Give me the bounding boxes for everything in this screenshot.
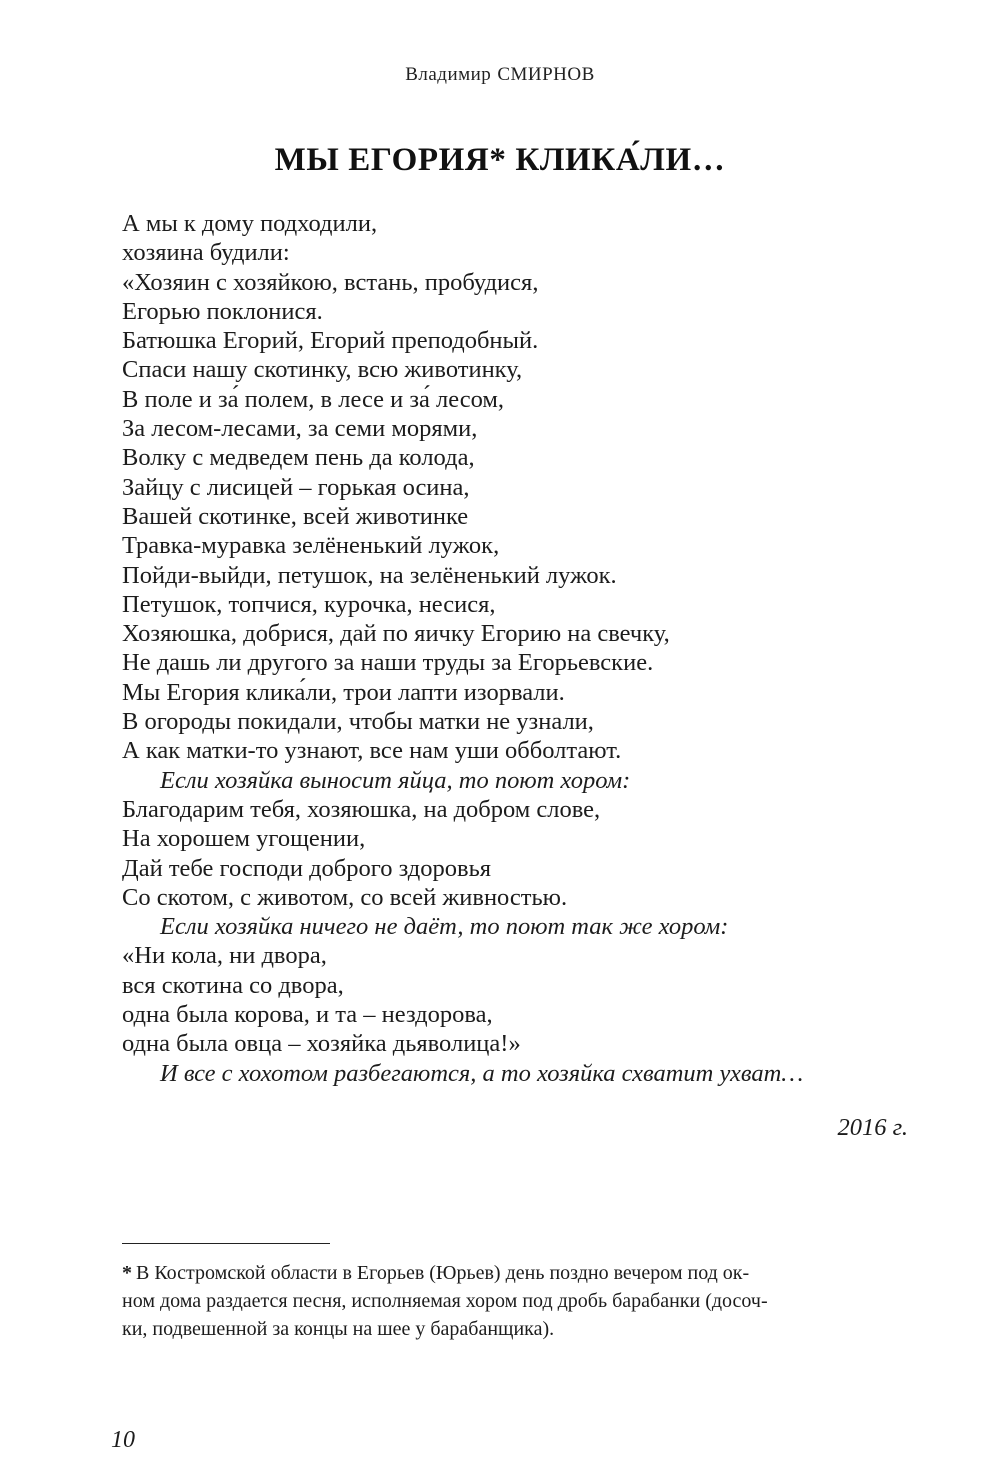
- poem-line: Со скотом, с животом, со всей живностью.: [122, 883, 568, 911]
- running-header: [0, 64, 1000, 86]
- footnote-line: [122, 1287, 922, 1315]
- poem-line: «Ни кола, ни двора,: [122, 942, 327, 970]
- poem-line: одна была корова, и та – нездорова,: [122, 1001, 493, 1029]
- footnote-line: [122, 1315, 922, 1343]
- poem-line: Мы Егория клика́ли, трои лапти изорвали.: [122, 678, 565, 706]
- poem-line: хозяина будили:: [122, 239, 290, 267]
- poem-body: [122, 209, 922, 1088]
- poem-stage-direction: Если хозяйка ничего не даёт, то поют так же хором:: [160, 913, 729, 941]
- poem-line: Батюшка Егорий, Егорий преподобный.: [122, 327, 539, 355]
- poem-line: А мы к дому подходили,: [122, 210, 378, 237]
- footnote-mark: *: [122, 1262, 132, 1284]
- author-first-name: Владимир: [405, 64, 492, 85]
- poem-line: На хорошем угощении,: [122, 825, 366, 853]
- poem-line: В поле и за́ полем, в лесе и за́ лесом,: [122, 385, 505, 413]
- poem-line: Егорью поклонися.: [122, 297, 323, 325]
- poem-line: вся скотина со двора,: [122, 971, 344, 999]
- poem-line: Пойди-выйди, петушок, на зелёненький лужок.: [122, 561, 617, 589]
- poem-line: одна была овца – хозяйка дьяволица!»: [122, 1030, 521, 1058]
- poem-line: Не дашь ли другого за наши труды за Егорьевские.: [122, 649, 654, 677]
- poem-line: Волку с медведем пень да колода,: [122, 444, 475, 472]
- poem-line: Травка-муравка зелёненький лужок,: [122, 532, 500, 560]
- poem-line: Хозяюшка, добрися, дай по яичку Егорию на свечку,: [122, 620, 670, 648]
- poem-line: Зайцу с лисицей – горькая осина,: [122, 473, 470, 501]
- poem-stage-direction: И все с хохотом разбегаются, а то хозяйка схватит ухват…: [160, 1059, 804, 1087]
- footnote-divider: [122, 1243, 330, 1244]
- poem-title: МЫ ЕГОРИЯ* КЛИКА́ЛИ…: [274, 142, 726, 178]
- poem-line: Вашей скотинке, всей животинке: [122, 502, 469, 530]
- poem-line: Благодарим тебя, хозяюшка, на добром слове,: [122, 795, 601, 823]
- poem-line: Петушок, топчися, курочка, несися,: [122, 590, 496, 618]
- poem-line: Дай тебе господи доброго здоровья: [122, 854, 492, 882]
- poem-stage-direction: Если хозяйка выносит яйца, то поют хором:: [160, 766, 631, 794]
- poem-date: 2016 г.: [837, 1114, 908, 1141]
- page-number: 10: [111, 1427, 135, 1453]
- footnote-text: ки, подвешенной за концы на шее у барабанщика).: [122, 1318, 555, 1340]
- footnote-text: В Костромской области в Егорьев (Юрьев) день поздно вечером под ок-: [136, 1262, 750, 1284]
- footnote: [122, 1259, 922, 1343]
- poem-line: Спаси нашу скотинку, всю животинку,: [122, 356, 523, 384]
- footnote-line: [122, 1259, 922, 1287]
- poem-line: За лесом-лесами, за семи морями,: [122, 415, 478, 443]
- footnote-text: ном дома раздается песня, исполняемая хором под дробь барабанки (досоч-: [122, 1290, 768, 1312]
- author-last-name: СМИРНОВ: [497, 64, 595, 85]
- poem-line: А как матки-то узнают, все нам уши обболтают.: [122, 737, 622, 765]
- poem-line: «Хозяин с хозяйкою, встань, пробудися,: [122, 268, 539, 296]
- poem-line: В огороды покидали, чтобы матки не узнали,: [122, 708, 594, 736]
